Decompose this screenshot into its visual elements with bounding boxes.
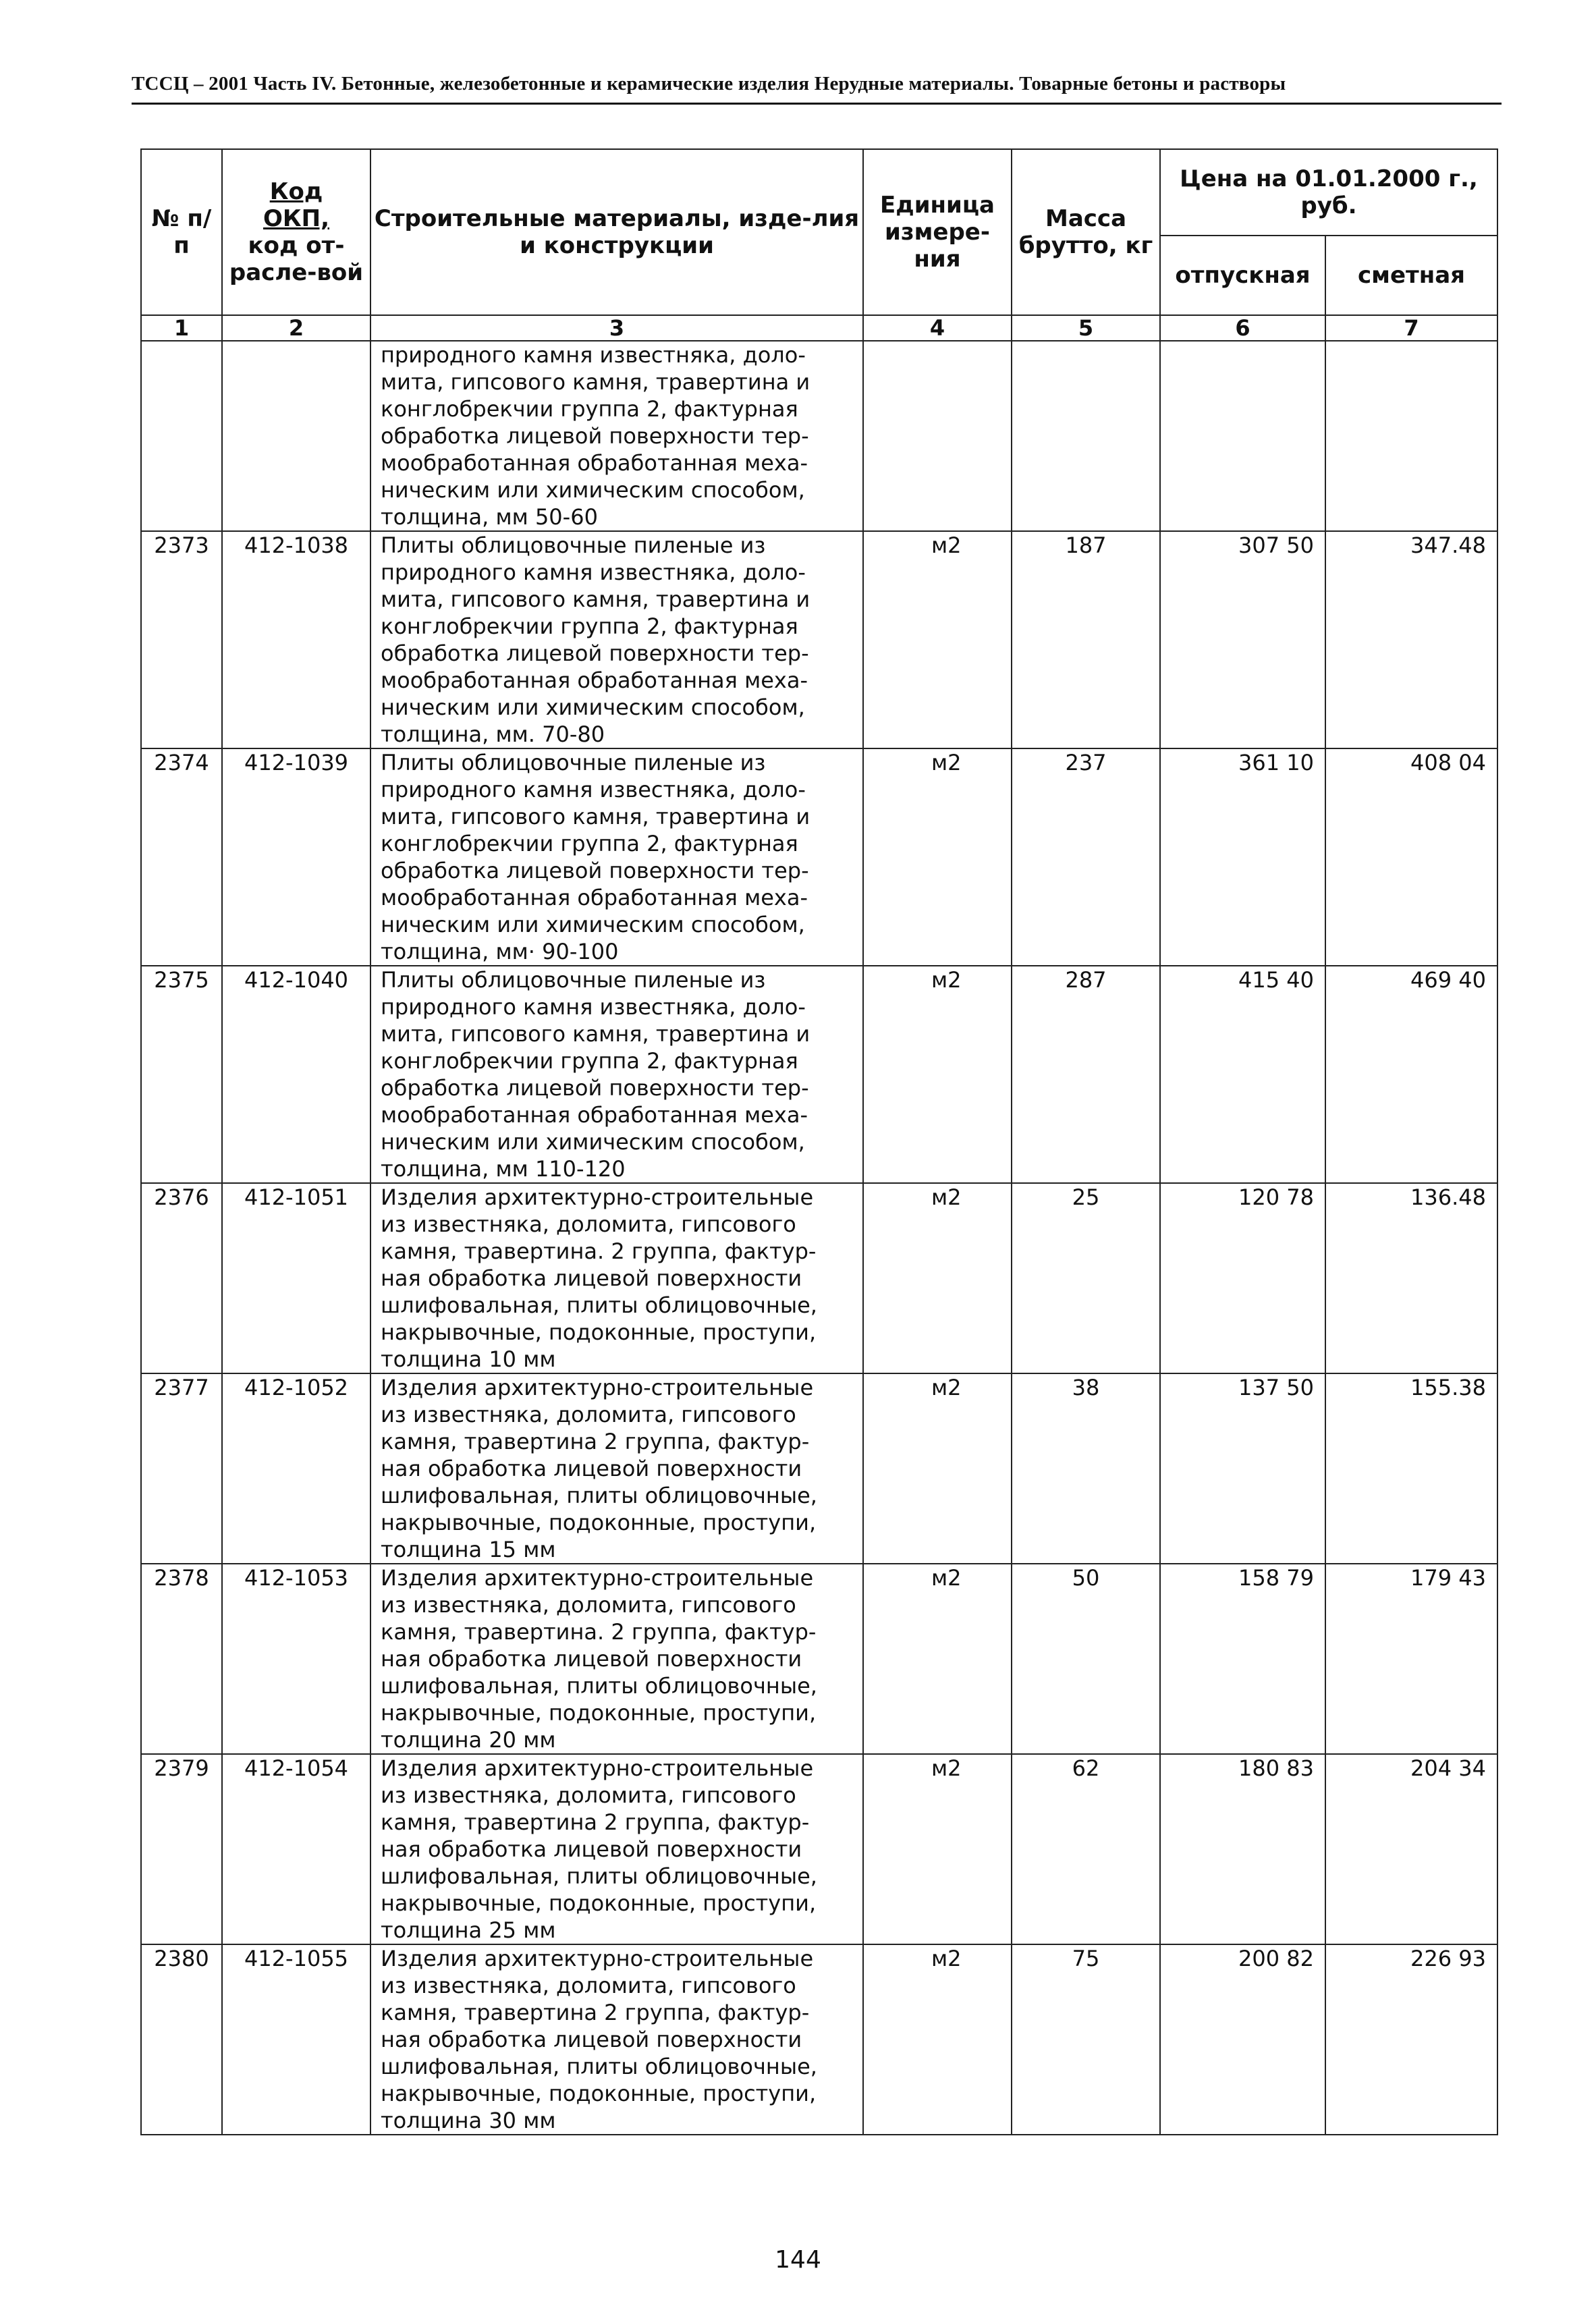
cell-desc: Изделия архитектурно-строительные из известняка, доломита, гипсового камня, травертина. 2 группа, фактур- ная обработка лицевой поверхности шлифовальная, плиты облицовочные, накрывочные, подоконные, проступи, толщина 20 мм — [370, 1564, 863, 1754]
cell-num: 2377 — [141, 1373, 222, 1564]
cell-desc: Изделия архитектурно-строительные из известняка, доломита, гипсового камня, травертина. 2 группа, фактур- ная обработка лицевой поверхности шлифовальная, плиты облицовочные, накрывочные, подоконные, проступи, толщина 10 мм — [370, 1183, 863, 1373]
cell-mass: 62 — [1012, 1754, 1160, 1944]
cell-desc: Изделия архитектурно-строительные из известняка, доломита, гипсового камня, травертина 2 группа, фактур- ная обработка лицевой поверхности шлифовальная, плиты облицовочные, накрывочные, подоконные, проступи, толщина 15 мм — [370, 1373, 863, 1564]
cell-price-estimate: 226 93 — [1325, 1944, 1497, 2135]
cell-code: 412-1052 — [222, 1373, 370, 1564]
cell-code: 412-1055 — [222, 1944, 370, 2135]
col-header-price-release: отпускная — [1160, 236, 1325, 315]
col-header-unit: Единица измере-ния — [863, 149, 1012, 315]
col-header-price-estimate: сметная — [1325, 236, 1497, 315]
table-row — [141, 1944, 1497, 2135]
cell-mass: 38 — [1012, 1373, 1160, 1564]
cell-desc: Плиты облицовочные пиленые из природного камня известняка, доло- мита, гипсового камня, травертина и конглобрекчии группа 2, фактурная обработка лицевой поверхности тер- мообработанная обработанная меха- ническим или химическим способом, толщина, мм· 90-100 — [370, 748, 863, 966]
price-table — [140, 148, 1498, 2135]
col-number-2: 2 — [222, 315, 370, 341]
col-header-num: № п/п — [141, 149, 222, 315]
header-rule — [132, 103, 1502, 105]
cell-code: 412-1039 — [222, 748, 370, 966]
col-header-code-line1: Код — [269, 178, 323, 205]
cell-unit — [863, 341, 1012, 531]
cell-mass: 50 — [1012, 1564, 1160, 1754]
cell-price-release: 200 82 — [1160, 1944, 1325, 2135]
cell-price-release: 307 50 — [1160, 531, 1325, 748]
cell-desc: Плиты облицовочные пиленые из природного камня известняка, доло- мита, гипсового камня, травертина и конглобрекчии группа 2, фактурная обработка лицевой поверхности тер- мообработанная обработанная меха- ническим или химическим способом, толщина, мм 110-120 — [370, 966, 863, 1183]
cell-price-estimate: 136.48 — [1325, 1183, 1497, 1373]
cell-price-estimate: 179 43 — [1325, 1564, 1497, 1754]
table-row-continuation — [141, 341, 1497, 531]
cell-desc: Изделия архитектурно-строительные из известняка, доломита, гипсового камня, травертина 2 группа, фактур- ная обработка лицевой поверхности шлифовальная, плиты облицовочные, накрывочные, подоконные, проступи, толщина 25 мм — [370, 1754, 863, 1944]
table-row — [141, 1183, 1497, 1373]
cell-desc: природного камня известняка, доло- мита, гипсового камня, травертина и конглобрекчии группа 2, фактурная обработка лицевой поверхности тер- мообработанная обработанная меха- ническим или химическим способом, толщина, мм 50-60 — [370, 341, 863, 531]
cell-unit: м2 — [863, 1754, 1012, 1944]
cell-num: 2373 — [141, 531, 222, 748]
col-number-3: 3 — [370, 315, 863, 341]
cell-num — [141, 341, 222, 531]
cell-price-estimate: 408 04 — [1325, 748, 1497, 966]
cell-desc: Плиты облицовочные пиленые из природного камня известняка, доло- мита, гипсового камня, травертина и конглобрекчии группа 2, фактурная обработка лицевой поверхности тер- мообработанная обработанная меха- ническим или химическим способом, толщина, мм. 70-80 — [370, 531, 863, 748]
cell-price-estimate: 155.38 — [1325, 1373, 1497, 1564]
cell-price-release: 158 79 — [1160, 1564, 1325, 1754]
col-number-1: 1 — [141, 315, 222, 341]
cell-code: 412-1051 — [222, 1183, 370, 1373]
cell-mass: 237 — [1012, 748, 1160, 966]
col-header-desc: Строительные материалы, изде-лия и конструкции — [370, 149, 863, 315]
cell-price-release: 137 50 — [1160, 1373, 1325, 1564]
cell-price-release: 120 78 — [1160, 1183, 1325, 1373]
cell-num: 2376 — [141, 1183, 222, 1373]
table-row — [141, 1373, 1497, 1564]
cell-price-estimate — [1325, 341, 1497, 531]
cell-price-estimate: 204 34 — [1325, 1754, 1497, 1944]
cell-unit: м2 — [863, 966, 1012, 1183]
cell-unit: м2 — [863, 748, 1012, 966]
cell-price-release: 180 83 — [1160, 1754, 1325, 1944]
cell-code: 412-1053 — [222, 1564, 370, 1754]
page-number: 144 — [775, 2246, 821, 2274]
cell-price-release: 361 10 — [1160, 748, 1325, 966]
col-number-5: 5 — [1012, 315, 1160, 341]
table-row — [141, 748, 1497, 966]
table-row — [141, 1564, 1497, 1754]
cell-price-estimate: 347.48 — [1325, 531, 1497, 748]
cell-num: 2374 — [141, 748, 222, 966]
cell-num: 2375 — [141, 966, 222, 1183]
table-row — [141, 1754, 1497, 1944]
col-number-6: 6 — [1160, 315, 1325, 341]
table-row — [141, 531, 1497, 748]
cell-mass: 187 — [1012, 531, 1160, 748]
cell-unit: м2 — [863, 531, 1012, 748]
cell-mass — [1012, 341, 1160, 531]
cell-desc: Изделия архитектурно-строительные из известняка, доломита, гипсового камня, травертина 2 группа, фактур- ная обработка лицевой поверхности шлифовальная, плиты облицовочные, накрывочные, подоконные, проступи, толщина 30 мм — [370, 1944, 863, 2135]
col-header-code-line2: ОКП, — [263, 205, 330, 232]
cell-num: 2379 — [141, 1754, 222, 1944]
cell-code — [222, 341, 370, 531]
col-header-mass: Масса брутто, кг — [1012, 149, 1160, 315]
cell-price-release — [1160, 341, 1325, 531]
cell-price-release: 415 40 — [1160, 966, 1325, 1183]
cell-price-estimate: 469 40 — [1325, 966, 1497, 1183]
cell-unit: м2 — [863, 1183, 1012, 1373]
table-row — [141, 966, 1497, 1183]
cell-code: 412-1040 — [222, 966, 370, 1183]
cell-code: 412-1054 — [222, 1754, 370, 1944]
cell-mass: 75 — [1012, 1944, 1160, 2135]
col-header-price-group: Цена на 01.01.2000 г., руб. — [1160, 149, 1497, 236]
col-header-code-line3: код от-расле-вой — [229, 232, 364, 286]
page-header: ТССЦ – 2001 Часть IV. Бетонные, железобетонные и керамические изделия Нерудные материалы. Товарные бетоны и растворы — [132, 73, 1286, 94]
cell-code: 412-1038 — [222, 531, 370, 748]
col-number-4: 4 — [863, 315, 1012, 341]
cell-num: 2378 — [141, 1564, 222, 1754]
cell-unit: м2 — [863, 1373, 1012, 1564]
col-number-7: 7 — [1325, 315, 1497, 341]
cell-unit: м2 — [863, 1564, 1012, 1754]
cell-mass: 287 — [1012, 966, 1160, 1183]
cell-mass: 25 — [1012, 1183, 1160, 1373]
cell-num: 2380 — [141, 1944, 222, 2135]
col-header-code — [222, 149, 370, 315]
cell-unit: м2 — [863, 1944, 1012, 2135]
